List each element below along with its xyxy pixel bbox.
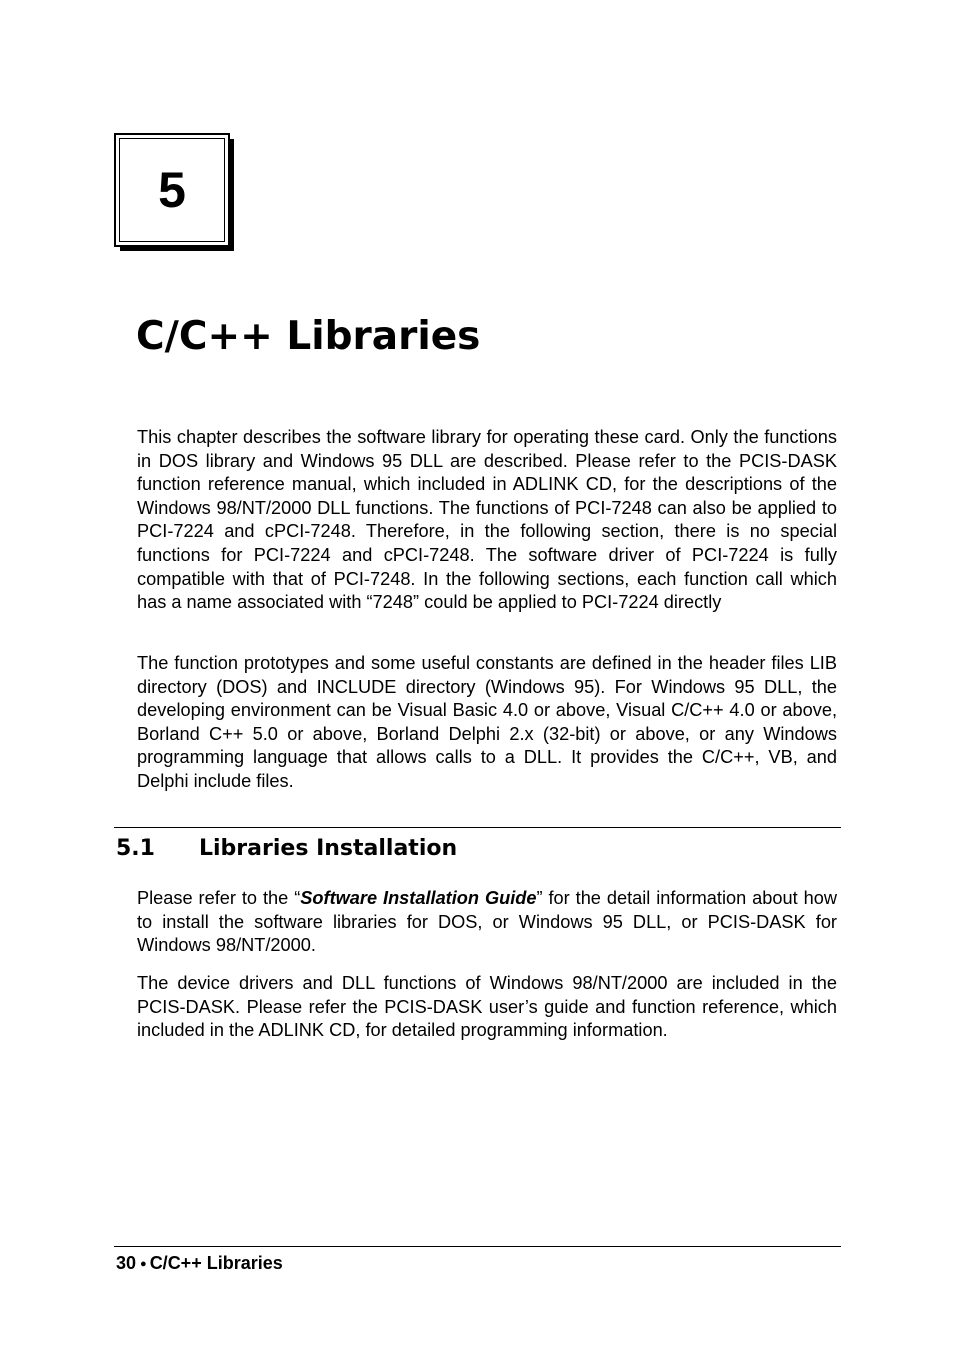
chapter-number: 5: [158, 162, 186, 218]
footer-divider: [114, 1246, 841, 1247]
section-paragraph-1-start: Please refer to the “: [137, 888, 301, 908]
chapter-number-box-inner: [119, 138, 225, 242]
intro-paragraph-1: This chapter describes the software library for operating these card. Only the functions in DOS library and Windows 95 DLL are described. Please refer to the PCIS-DASK function reference manual, which included in ADLINK CD, for the descriptions of the Windows 98/NT/2000 DLL functions. The functions of PCI-7248 can also be applied to PCI-7224 and cPCI-7248. Therefore, in the following section, there is no special functions for PCI-7224 and cPCI-7248. The software driver of PCI-7224 is fully compatible with that of PCI-7248. In the following sections, each function call which has a name associated with “7248” could be applied to PCI-7224 directly: [137, 427, 837, 613]
software-installation-guide-reference: Software Installation Guide: [300, 888, 537, 908]
page-footer: [116, 1251, 283, 1276]
section-paragraph-2: The device drivers and DLL functions of Windows 98/NT/2000 are included in the PCIS-DASK. Please refer the PCIS-DASK user’s guide and function reference, which included in the ADLINK CD, for detailed programming information.: [137, 973, 837, 1041]
page-number: 30: [116, 1253, 137, 1273]
chapter-number-box: [114, 133, 230, 247]
footer-chapter-label: C/C++ Libraries: [149, 1253, 283, 1273]
footer-bullet-icon: ●: [140, 1258, 147, 1270]
section-paragraph-1-end: ” for the detail information about how to install the software libraries for DOS, or Windows 95 DLL, or PCIS-DASK for Windows 98/NT/2000.: [137, 888, 837, 956]
section-number: 5.1: [116, 836, 155, 861]
chapter-title: C/C++ Libraries: [136, 314, 481, 359]
section-divider: [114, 827, 841, 828]
intro-paragraph-2: The function prototypes and some useful constants are defined in the header files LIB directory (DOS) and INCLUDE directory (Windows 95). For Windows 95 DLL, the developing environment can be Visual Basic 4.0 or above, Visual C/C++ 4.0 or above, Borland C++ 5.0 or above, Borland Delphi 2.x (32-bit) or above, or any Windows programming language that allows calls to a DLL. It provides the C/C++, VB, and Delphi include files.: [137, 653, 837, 791]
section-heading: [116, 834, 457, 864]
section-paragraph-1: [137, 887, 837, 958]
section-title: Libraries Installation: [199, 836, 458, 861]
